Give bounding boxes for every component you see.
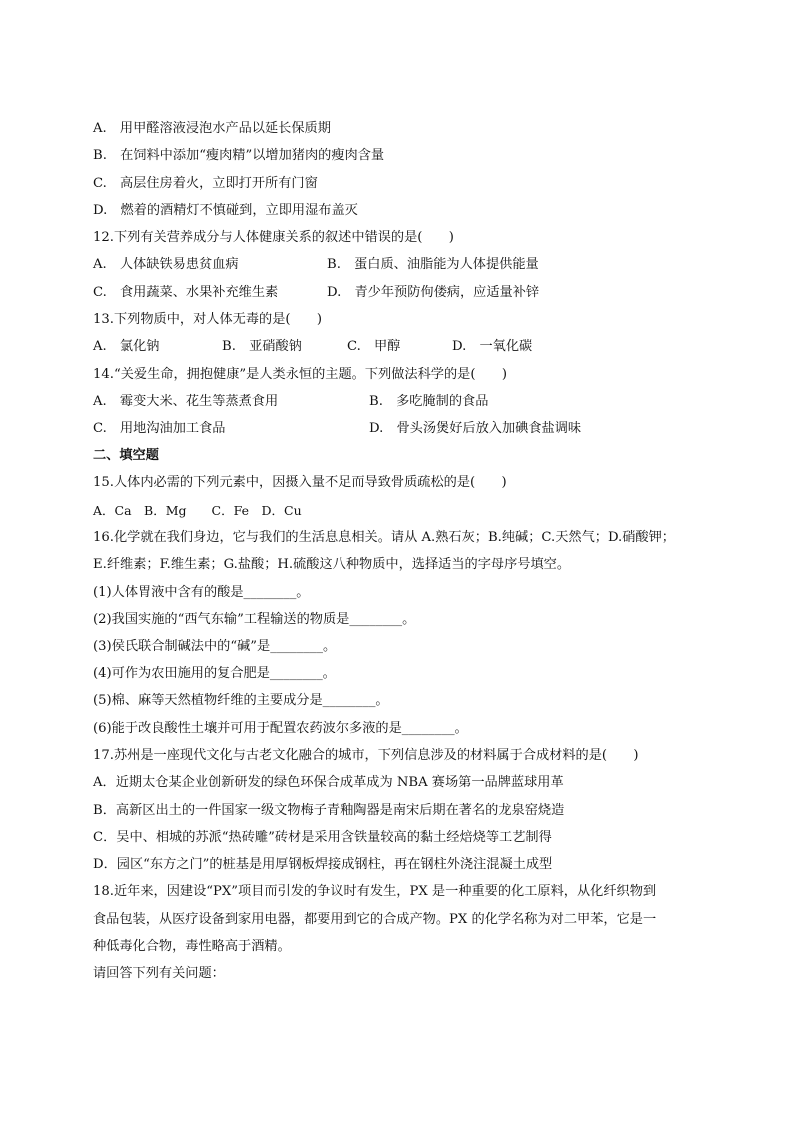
q17-option-a: A．近期太仓某企业创新研发的绿色环保合成革成为 NBA 赛场第一品牌蓝球用革 xyxy=(93,775,564,790)
q15-stem: 15.人体内必需的下列元素中，因摄入量不足而导致骨质疏松的是( ) xyxy=(93,475,507,490)
q16-stem-line-1: 16.化学就在我们身边，它与我们的生活息息相关。请从 A.熟石灰；B.纯碱；C.天然气；D.硝酸钾； xyxy=(93,530,675,545)
q12-stem: 12.下列有关营养成分与人体健康关系的叙述中错误的是( ) xyxy=(93,230,454,245)
q14-option-c: C. 用地沟油加工食品 xyxy=(93,421,226,436)
q17-option-d: D．园区“东方之门”的桩基是用厚钢板焊接成钢柱，再在钢柱外浇注混凝土成型 xyxy=(93,857,553,872)
q16-sub-4: (4)可作为农田施用的复合肥是________。 xyxy=(93,666,336,681)
q17-stem: 17.苏州是一座现代文化与古老文化融合的城市，下列信息涉及的材料属于合成材料的是( ) xyxy=(93,748,639,763)
q14-stem: 14.“关爱生命，拥抱健康”是人类永恒的主题。下列做法科学的是( ) xyxy=(93,367,507,382)
q16-stem-line-2: E.纤维素；F.维生素；G.盐酸；H.硫酸这八种物质中，选择适当的字母序号填空。 xyxy=(93,557,571,572)
q18-prompt: 请回答下列有关问题： xyxy=(93,966,225,981)
q16-sub-2: (2)我国实施的“西气东输”工程输送的物质是________。 xyxy=(93,612,416,627)
q11-option-b: B. 在饲料中添加“瘦肉精”以增加猪肉的瘦肉含量 xyxy=(93,148,385,163)
q13-option-d: D. 一氧化碳 xyxy=(452,339,533,354)
q12-option-b: B. 蛋白质、油脂能为人体提供能量 xyxy=(327,257,539,272)
q13-option-a: A. 氯化钠 xyxy=(93,339,160,354)
q14-option-d: D. 骨头汤煲好后放入加碘食盐调味 xyxy=(369,421,582,436)
q13-stem: 13.下列物质中，对人体无毒的是( ) xyxy=(93,312,323,327)
q16-sub-3: (3)侯氏联合制碱法中的“碱”是________。 xyxy=(93,639,337,654)
q15-options: A．Ca B．Mg C．Fe D．Cu xyxy=(93,503,302,518)
q14-option-b: B. 多吃腌制的食品 xyxy=(369,394,489,409)
section-heading: 二、填空题 xyxy=(93,448,159,463)
q11-option-d: D. 燃着的酒精灯不慎碰到，立即用湿布盖灭 xyxy=(93,203,358,218)
q16-sub-1: (1)人体胃液中含有的酸是________。 xyxy=(93,585,310,600)
q12-option-c: C. 食用蔬菜、水果补充维生素 xyxy=(93,285,279,300)
q16-sub-5: (5)棉、麻等天然植物纤维的主要成分是________。 xyxy=(93,693,389,708)
q18-line-2: 食品包装，从医疗设备到家用电器，都要用到它的合成产物。PX 的化学名称为对二甲苯，它是一 xyxy=(93,912,657,927)
q18-line-1: 18.近年来，因建设“PX”项目而引发的争议时有发生，PX 是一种重要的化工原料，从化纤织物到 xyxy=(93,884,657,899)
q13-option-c: C. 甲醇 xyxy=(347,339,401,354)
q11-option-c: C. 高层住房着火，立即打开所有门窗 xyxy=(93,176,318,191)
q12-option-d: D. 青少年预防佝偻病，应适量补锌 xyxy=(327,285,540,300)
q14-option-a: A. 霉变大米、花生等蒸煮食用 xyxy=(93,394,279,409)
q18-line-3: 种低毒化合物，毒性略高于酒精。 xyxy=(93,939,291,954)
q13-option-b: B. 亚硝酸钠 xyxy=(222,339,302,354)
q17-option-c: C．吴中、相城的苏派“热砖雕”砖材是采用含铁量较高的黏土经焙烧等工艺制得 xyxy=(93,830,552,845)
q16-sub-6: (6)能于改良酸性土壤并可用于配置农药波尔多液的是________。 xyxy=(93,721,468,736)
q12-option-a: A. 人体缺铁易患贫血病 xyxy=(93,257,239,272)
q17-option-b: B．高新区出土的一件国家一级文物梅子青釉陶器是南宋后期在著名的龙泉窑烧造 xyxy=(93,803,565,818)
q11-option-a: A. 用甲醛溶液浸泡水产品以延长保质期 xyxy=(93,121,331,136)
